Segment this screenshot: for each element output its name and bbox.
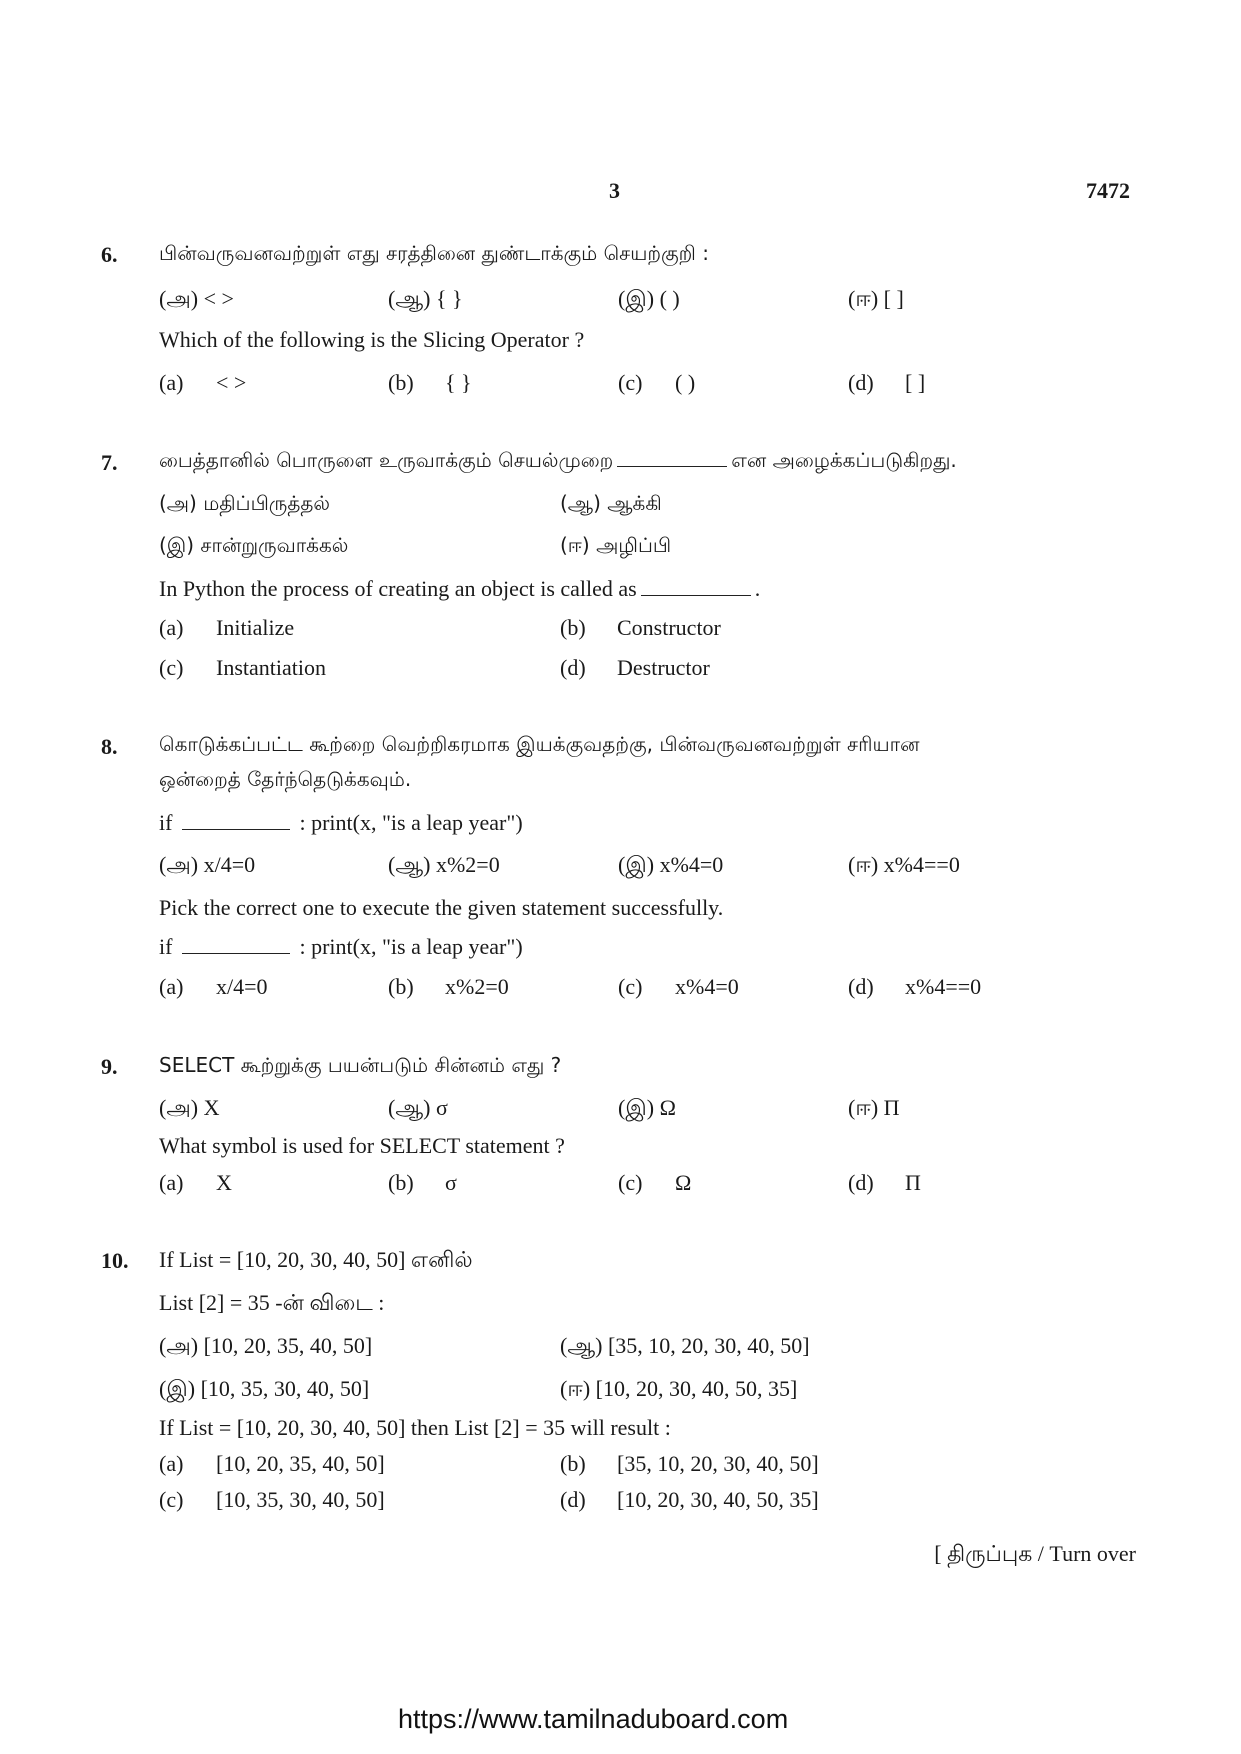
option-d-text: Destructor (617, 655, 710, 680)
tamil-question-line2: ஒன்றைத் தேர்ந்தெடுக்கவும். (159, 767, 412, 791)
english-question: What symbol is used for SELECT statement ? (159, 1133, 565, 1158)
option-c-ta: (இ) சான்றுருவாக்கல் (159, 533, 349, 557)
option-b: (b) (388, 1170, 414, 1195)
option-d-text: Π (905, 1170, 921, 1195)
option-c-text: [10, 35, 30, 40, 50] (216, 1487, 385, 1512)
option-d-ta: (ஈ) அழிப்பி (560, 533, 672, 557)
option-d-ta: (ஈ) x%4==0 (848, 852, 960, 877)
option-d-ta: (ஈ) [ ] (848, 286, 904, 311)
option-c-text: x%4=0 (675, 974, 739, 999)
option-a-text: x/4=0 (216, 974, 268, 999)
option-b: (b) (388, 370, 414, 395)
code-statement: if : print(x, "is a leap year") (159, 934, 523, 959)
option-a: (a) (159, 974, 184, 999)
option-b-text: Constructor (617, 615, 721, 640)
option-b: (b) (560, 1451, 586, 1476)
option-d-text: [10, 20, 30, 40, 50, 35] (617, 1487, 819, 1512)
tamil-question: SELECT கூற்றுக்கு பயன்படும் சின்னம் எது ? (159, 1053, 562, 1077)
option-d-ta: (ஈ) [10, 20, 30, 40, 50, 35] (560, 1376, 798, 1401)
answer-blank (641, 595, 751, 596)
option-b: (b) (388, 974, 414, 999)
option-a-ta: (அ) < > (159, 286, 234, 311)
tamil-question: பைத்தானில் பொருளை உருவாக்கும் செயல்முறை என அழைக்கப்படுகிறது. (159, 448, 957, 472)
answer-blank (182, 829, 290, 830)
option-c-ta: (இ) x%4=0 (618, 852, 724, 877)
option-c-ta: (இ) Ω (618, 1095, 676, 1120)
option-b-text: x%2=0 (445, 974, 509, 999)
question-number: 6. (101, 242, 118, 267)
option-a-text: X (216, 1170, 232, 1195)
source-url[interactable]: https://www.tamilnaduboard.com (398, 1704, 789, 1734)
option-d: (d) (560, 655, 586, 680)
option-a-ta: (அ) x/4=0 (159, 852, 256, 877)
option-d: (d) (848, 370, 874, 395)
option-b-ta: (ஆ) { } (388, 286, 463, 311)
option-c: (c) (618, 370, 643, 395)
option-a: (a) (159, 370, 184, 395)
option-d: (d) (560, 1487, 586, 1512)
english-question: Which of the following is the Slicing Operator ? (159, 327, 585, 352)
question-number: 7. (101, 450, 118, 475)
option-a-text: < > (216, 370, 247, 395)
option-d-text: x%4==0 (905, 974, 982, 999)
option-c: (c) (618, 1170, 643, 1195)
option-a: (a) (159, 1170, 184, 1195)
english-question: Pick the correct one to execute the given statement successfully. (159, 895, 724, 920)
option-b-ta: (ஆ) ஆக்கி (560, 491, 662, 515)
answer-blank (182, 953, 290, 954)
option-a: (a) (159, 615, 184, 640)
option-a-ta: (அ) [10, 20, 35, 40, 50] (159, 1333, 373, 1358)
tamil-question-line2: List [2] = 35 -ன் விடை : (159, 1290, 385, 1315)
option-c-text: Instantiation (216, 655, 326, 680)
option-b-text: σ (445, 1170, 457, 1195)
option-c: (c) (159, 655, 184, 680)
option-a-text: Initialize (216, 615, 295, 640)
option-b: (b) (560, 615, 586, 640)
option-c-text: Ω (675, 1170, 692, 1195)
option-c: (c) (159, 1487, 184, 1512)
english-question: If List = [10, 20, 30, 40, 50] then List [2] = 35 will result : (159, 1415, 671, 1440)
option-c-text: ( ) (675, 370, 696, 395)
option-a: (a) (159, 1451, 184, 1476)
option-d: (d) (848, 1170, 874, 1195)
option-c-ta: (இ) ( ) (618, 286, 680, 311)
option-b-ta: (ஆ) x%2=0 (388, 852, 500, 877)
option-c-ta: (இ) [10, 35, 30, 40, 50] (159, 1376, 370, 1401)
option-b-text: [35, 10, 20, 30, 40, 50] (617, 1451, 819, 1476)
paper-code: 7472 (1086, 178, 1130, 203)
option-a-ta: (அ) X (159, 1095, 220, 1120)
tamil-question-line1: கொடுக்கப்பட்ட கூற்றை வெற்றிகரமாக இயக்குவதற்கு, பின்வருவனவற்றுள் சரியான (159, 732, 920, 756)
option-a-ta: (அ) மதிப்பிருத்தல் (159, 491, 330, 515)
option-d-ta: (ஈ) Π (848, 1095, 900, 1120)
option-c: (c) (618, 974, 643, 999)
option-d-text: [ ] (905, 370, 926, 395)
page-number: 3 (609, 178, 620, 203)
question-number: 9. (101, 1054, 118, 1079)
tamil-question-line1: If List = [10, 20, 30, 40, 50] எனில் (159, 1247, 473, 1272)
option-b-ta: (ஆ) [35, 10, 20, 30, 40, 50] (560, 1333, 810, 1358)
tamil-question: பின்வருவனவற்றுள் எது சரத்தினை துண்டாக்கும் செயற்குறி : (159, 241, 709, 265)
option-b-ta: (ஆ) σ (388, 1095, 448, 1120)
option-b-text: { } (445, 370, 472, 395)
answer-blank (617, 466, 727, 467)
turn-over-note: [ திருப்புக / Turn over (934, 1541, 1136, 1566)
code-statement: if : print(x, "is a leap year") (159, 810, 523, 835)
option-d: (d) (848, 974, 874, 999)
english-question: In Python the process of creating an object is called as . (159, 576, 761, 601)
option-a-text: [10, 20, 35, 40, 50] (216, 1451, 385, 1476)
question-number: 8. (101, 734, 118, 759)
question-number: 10. (101, 1248, 129, 1273)
